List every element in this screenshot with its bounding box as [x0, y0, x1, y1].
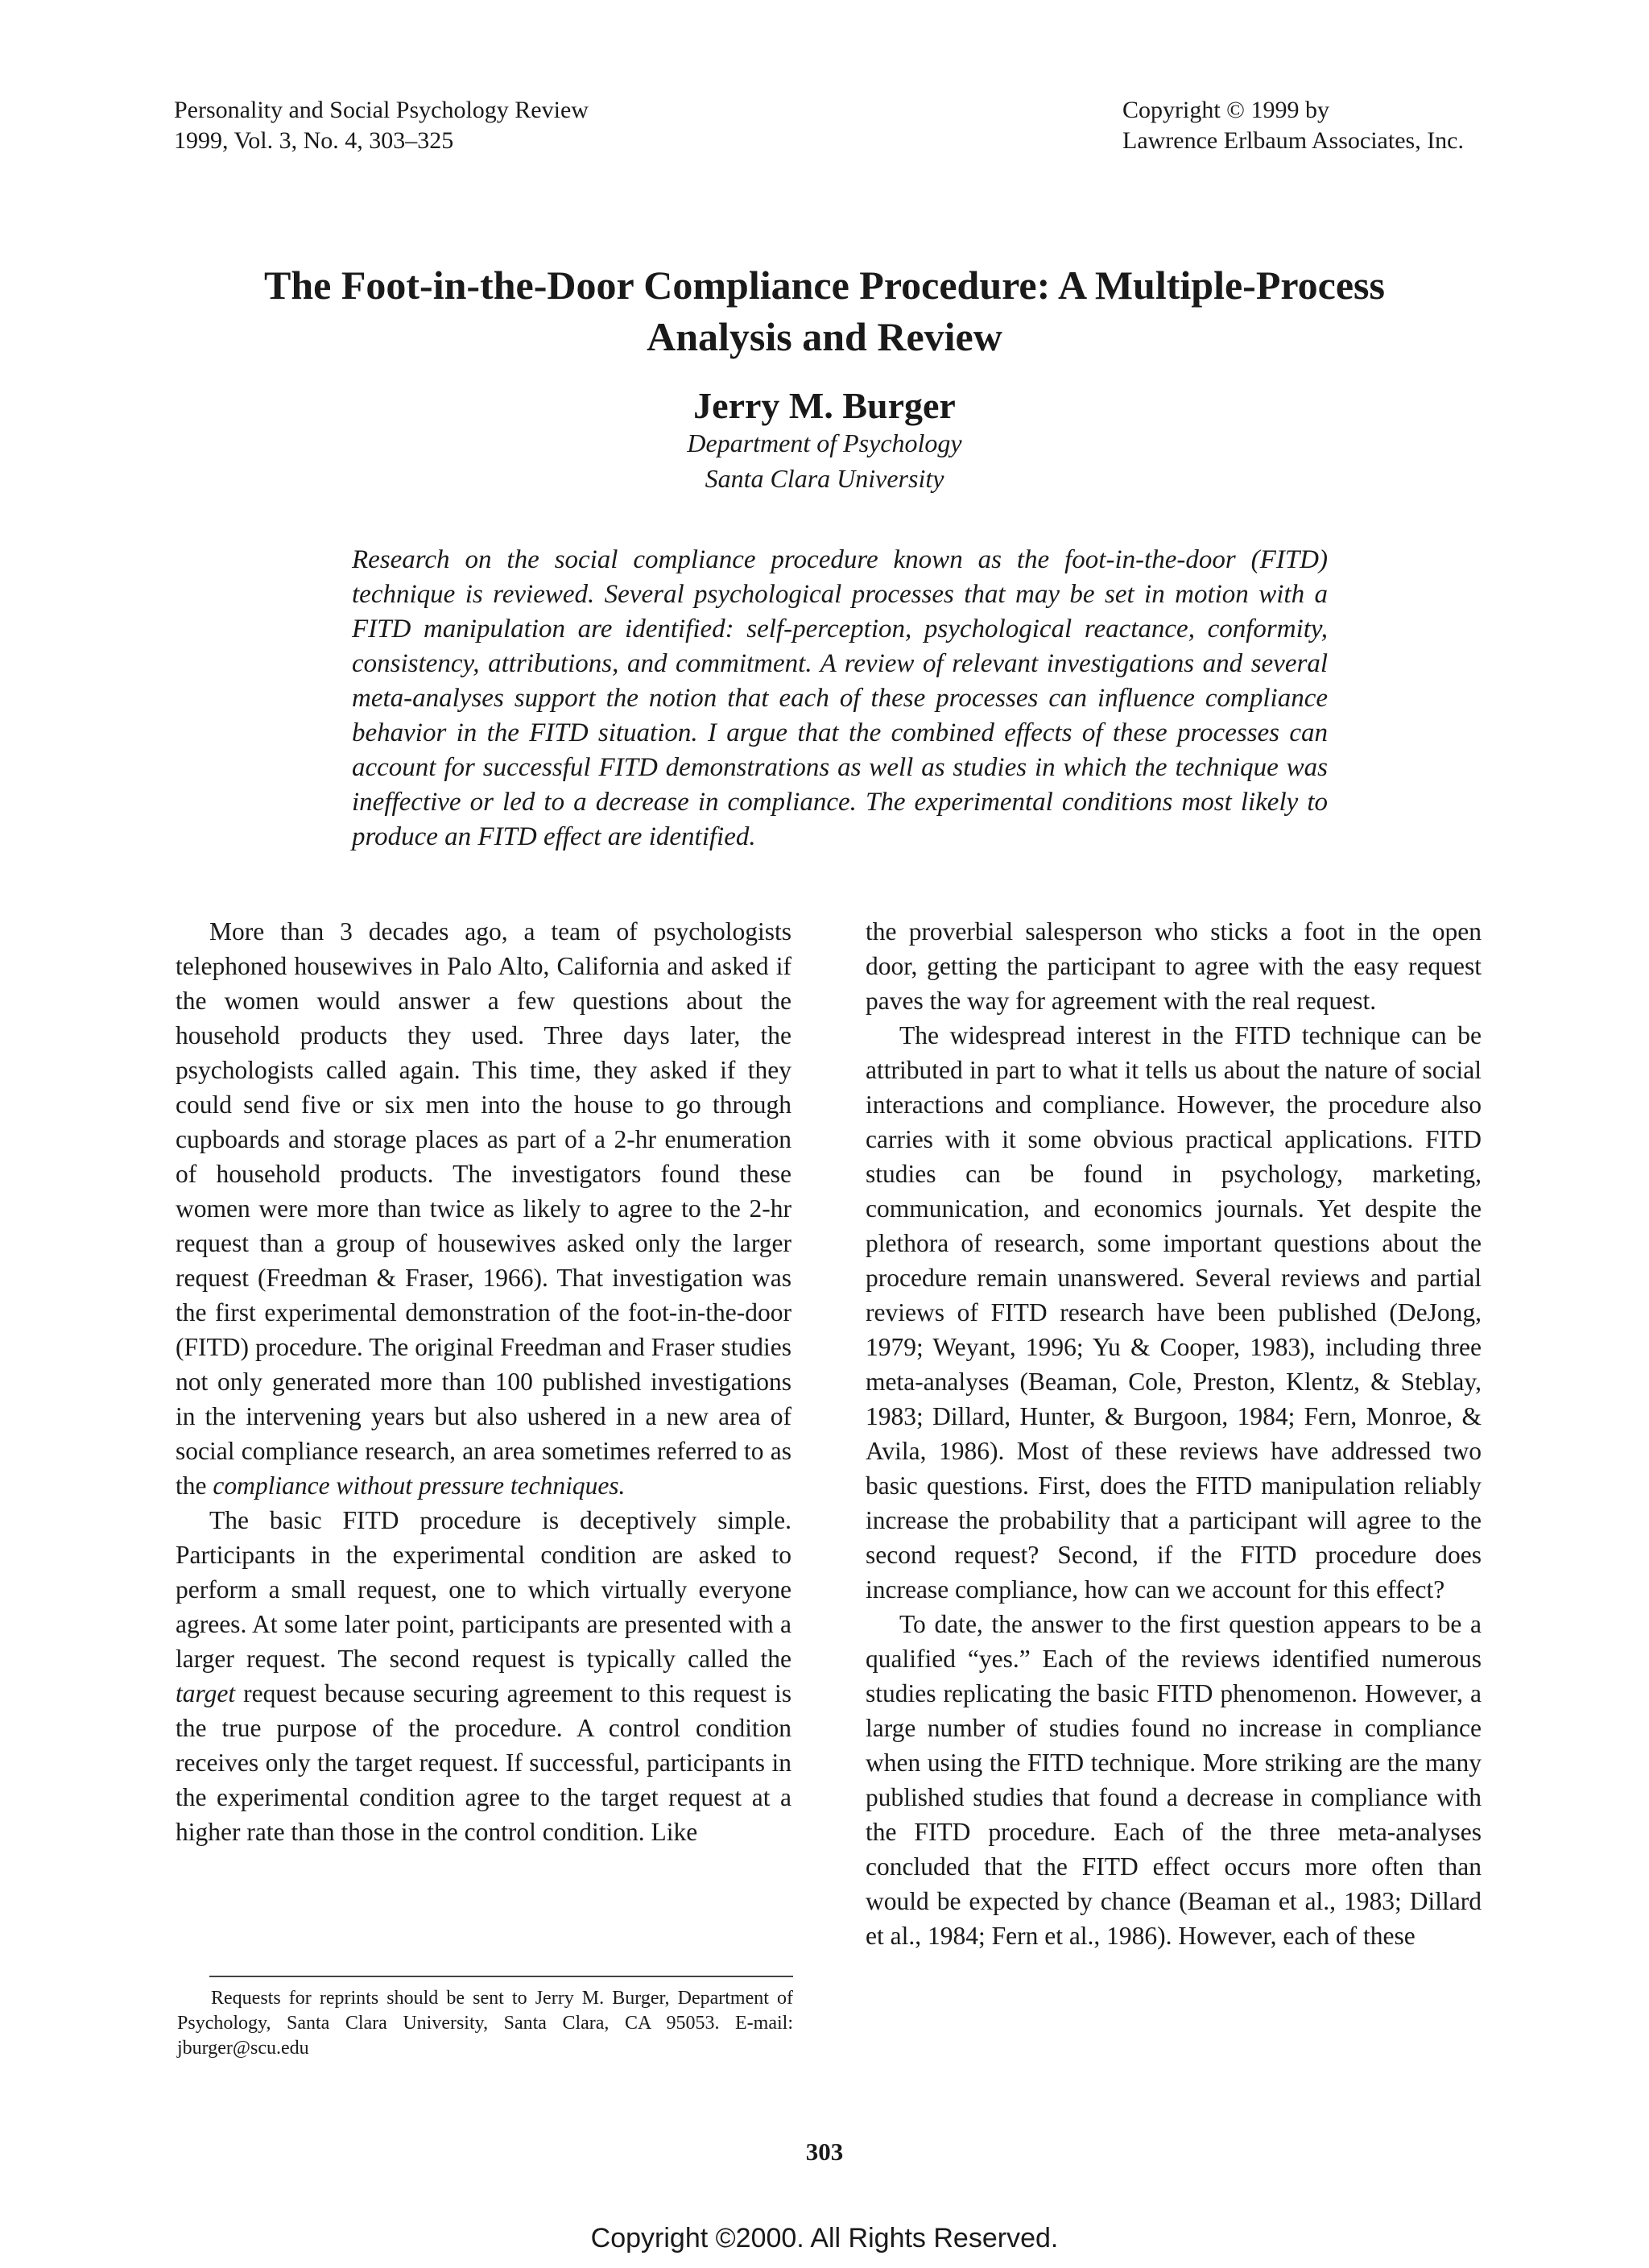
- body-column-right: [866, 914, 1482, 1953]
- journal-citation: [174, 95, 589, 156]
- author-name: Jerry M. Burger: [693, 385, 956, 426]
- paragraph: To date, the answer to the first question appears to be a qualified “yes.” Each of the reviews identified numerous studies replicating the basic FITD phenomenon. However, a large number of studies found no increase in compliance when using the FITD technique. More striking are the many published studies that found a decrease in compliance with the FITD procedure. Each of the three meta-analyses concluded that the FITD effect occurs more often than would be expected by chance (Beaman et al., 1983; Dillard et al., 1984; Fern et al., 1986). However, each of these: [866, 1610, 1482, 1950]
- paragraph: the proverbial salesperson who sticks a foot in the open door, getting the participant to agree with the easy request paves the way for agreement with the real request.: [866, 917, 1482, 1015]
- affiliation-university: Santa Clara University: [705, 464, 944, 493]
- footnote-divider: [209, 1976, 793, 1977]
- paragraph: [176, 914, 791, 1503]
- abstract: Research on the social compliance procedure known as the foot-in-the-door (FITD) technique is reviewed. Several psychological processes that may be set in motion with a FITD manipulation are identified: self-perception, psychological reactance, conformity, consistency, attributions, and commitment. A review of relevant investigations and several meta-analyses support the notion that each of these processes can influence compliance behavior in the FITD situation. I argue that the combined effects of these processes can account for successful FITD demonstrations as well as studies in which the technique was ineffective or led to a decrease in compliance. The experimental conditions most likely to produce an FITD effect are identified.: [352, 545, 1328, 851]
- footer-copyright: Copyright ©2000. All Rights Reserved.: [590, 2223, 1059, 2254]
- paragraph-text: request because securing agreement to this request is the true purpose of the procedure. A control condition receives only the target request. If successful, participants in the experimental condition agree to the target request at a higher rate than those in the control condition. Like: [176, 1679, 792, 1846]
- title-line-2: Analysis and Review: [647, 314, 1002, 359]
- paragraph: [176, 1503, 791, 1849]
- copyright-notice: [1122, 95, 1464, 156]
- journal-volume: 1999, Vol. 3, No. 4, 303–325: [174, 127, 454, 154]
- copyright-year: Copyright © 1999 by: [1122, 97, 1329, 123]
- page-number: 303: [805, 2138, 844, 2166]
- paragraph-text: More than 3 decades ago, a team of psychologists telephoned housewives in Palo Alto, California and asked if the women would answer a few questions about the household products they used. Three days later, the psychologists called again. This time, they asked if they could send five or six men into the house to go through cupboards and storage places as part of a 2-hr enumeration of household products. The investigators found these women were more than twice as likely to agree to the 2-hr request than a group of housewives asked only the larger request (Freedman & Fraser, 1966). That investigation was the first experimental demonstration of the foot-in-the-door (FITD) procedure. The original Freedman and Fraser studies not only generated more than 100 published investigations in the intervening years but also ushered in a new area of social compliance research, an area sometimes referred to as the: [176, 917, 791, 1500]
- affiliation-department: Department of Psychology: [687, 428, 962, 457]
- italic-term: compliance without pressure techniques.: [213, 1471, 626, 1500]
- italic-term: target: [176, 1679, 236, 1707]
- paragraph-text: The basic FITD procedure is deceptively simple. Participants in the experimental condition are asked to perform a small request, one to which virtually everyone agrees. At some later point, participants are presented with a larger request. The second request is typically called the: [176, 1506, 791, 1673]
- copyright-holder: Lawrence Erlbaum Associates, Inc.: [1122, 127, 1464, 154]
- footnote: Requests for reprints should be sent to Jerry M. Burger, Department of Psychology, Santa Clara University, Santa Clara, CA 95053. E-mail: jburger@scu.edu: [177, 1988, 793, 2059]
- paragraph: The widespread interest in the FITD technique can be attributed in part to what it tells us about the nature of social interactions and compliance. However, the procedure also carries with it some obvious practical applications. FITD studies can be found in psychology, marketing, communication, and economics journals. Yet despite the plethora of research, some important questions about the procedure remain unanswered. Several reviews and partial reviews of FITD research have been published (DeJong, 1979; Weyant, 1996; Yu & Cooper, 1983), including three meta-analyses (Beaman, Cole, Preston, Klentz, & Steblay, 1983; Dillard, Hunter, & Burgoon, 1984; Fern, Monroe, & Avila, 1986). Most of these reviews have addressed two basic questions. First, does the FITD manipulation reliably increase the probability that a participant will agree to the second request? Second, if the FITD procedure does increase compliance, how can we account for this effect?: [866, 1021, 1482, 1604]
- paper-title: [174, 259, 1475, 362]
- body-column-left: [176, 914, 791, 1849]
- title-line-1: The Foot-in-the-Door Compliance Procedure: A Multiple-Process: [264, 263, 1385, 308]
- journal-name: Personality and Social Psychology Review: [174, 97, 589, 123]
- author-affiliation: [174, 425, 1475, 496]
